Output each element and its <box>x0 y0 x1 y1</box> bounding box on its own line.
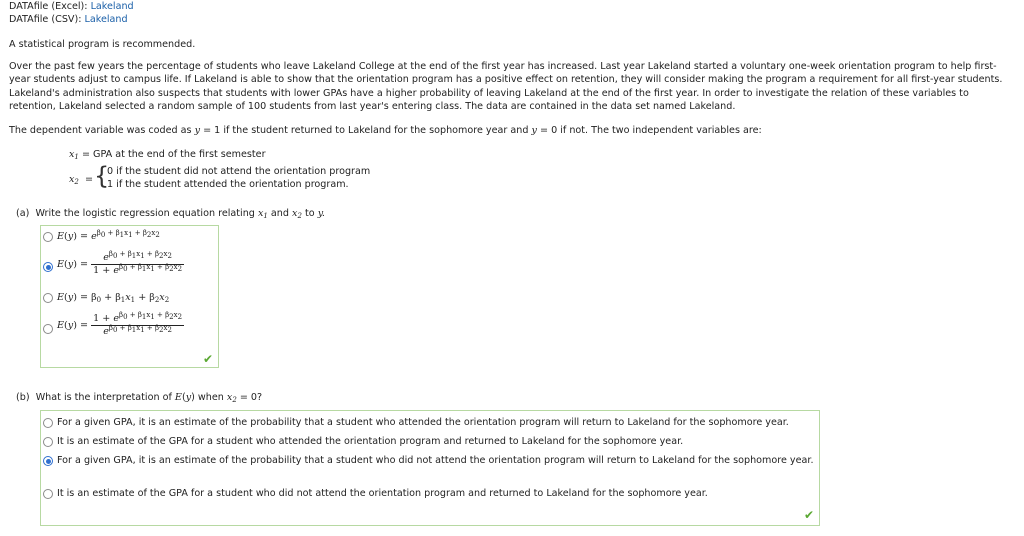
x2-equals: = <box>85 174 94 185</box>
y-var-2: y <box>531 125 537 136</box>
check-icon: ✔ <box>203 352 214 366</box>
part-a-option-2[interactable]: E(y) = $\frac{e^{\beta_0 + \beta_1x_1 + \beta_2x_2}}{1 + e^{\beta_0 + \beta_1x_1 + \beta_2x_2}}$ <box>57 250 183 276</box>
part-a-option-4-radio[interactable] <box>43 324 53 334</box>
part-a-option-2-radio[interactable] <box>43 262 53 272</box>
part-a-option-1[interactable]: $E(y) = e^{\beta_0 + \beta_1x_1 + \beta_2x_2}$ <box>57 229 160 242</box>
x2-case-1: 1 if the student attended the orientation program. <box>107 179 349 190</box>
intro-text: A statistical program is recommended. <box>9 39 196 50</box>
part-b-question-text: What is the interpretation of <box>35 392 172 403</box>
dependent-text-1: The dependent variable was coded as <box>9 125 192 136</box>
part-b-option-1-radio[interactable] <box>43 418 53 428</box>
part-b-label: (b) <box>16 392 30 403</box>
x1-symbol: $x_1$ <box>69 149 79 161</box>
part-b-option-2-radio[interactable] <box>43 437 53 447</box>
part-a-option-4[interactable]: E(y) = $\frac{1 + e^{\beta_0 + \beta_1x_1 + \beta_2x_2}}{e^{\beta_0 + \beta_1x_1 + \beta_2x_2}}$ <box>57 311 183 337</box>
datafile-csv-row <box>9 13 128 26</box>
x2-brace: { <box>94 162 110 190</box>
x1-definition <box>69 148 266 161</box>
dependent-text-3: = 0 if not. The two independent variables are: <box>539 125 762 136</box>
part-b-option-4-radio[interactable] <box>43 489 53 499</box>
datafile-csv-label: DATAfile (CSV): <box>9 14 82 25</box>
check-icon: ✔ <box>804 508 815 522</box>
part-a-y: y. <box>317 208 325 219</box>
part-b-tail: = 0? <box>239 392 263 403</box>
part-b-option-1[interactable]: For a given GPA, it is an estimate of the probability that a student who attended the orientation program will return to Lakeland for the sophomore year. <box>57 417 789 428</box>
dependent-text-2: = 1 if the student returned to Lakeland for the sophomore year and <box>203 125 529 136</box>
part-a-label: (a) <box>16 208 30 219</box>
problem-paragraph: Over the past few years the percentage of students who leave Lakeland College at the end of the first year has increased. Last year Lakeland started a voluntary one-week orientation program to help first-year students adjust to campus life. If Lakeland is able to show that the orientation program has a positive effect on retention, they will consider making the program a requirement for all first-year students. Lakeland's administration also suspects that students with lower GPAs have a higher probability of leaving Lakeland at the end of the first year. In order to investigate the relation of these variables to retention, Lakeland selected a random sample of 100 students from last year's entering class. The data are contained in the data set named Lakeland. <box>9 61 1003 113</box>
datafile-excel-label: DATAfile (Excel): <box>9 1 88 12</box>
part-a-and: and <box>270 208 289 219</box>
part-b-option-2[interactable]: It is an estimate of the GPA for a student who attended the orientation program and returned to Lakeland for the sophomore year. <box>57 436 684 447</box>
part-a-option-3[interactable]: $E(y) = \beta_0 + \beta_1x_1 + \beta_2x_2$ <box>57 292 170 304</box>
part-b-option-3[interactable]: For a given GPA, it is an estimate of the probability that a student who did not attend the orientation program will return to Lakeland for the sophomore year. <box>57 455 814 466</box>
x1-def-text: = GPA at the end of the first semester <box>81 149 266 160</box>
datafile-excel-row <box>9 0 134 13</box>
part-b-option-4[interactable]: It is an estimate of the GPA for a student who did not attend the orientation program and returned to Lakeland for the sophomore year. <box>57 488 708 499</box>
y-var-1: y <box>194 125 201 136</box>
part-a-to: to <box>304 208 315 219</box>
x2-case-0: 0 if the student did not attend the orientation program <box>107 166 371 177</box>
part-a-option-3-radio[interactable] <box>43 293 53 303</box>
part-b-when: when <box>197 392 224 403</box>
x2-symbol: $x_2$ <box>69 174 79 186</box>
datafile-excel-link[interactable]: Lakeland <box>90 1 134 12</box>
part-b-question: (b) What is the interpretation of E(y) when $x_2 = 0$? <box>16 392 263 404</box>
dependent-variable-text <box>9 124 1009 137</box>
datafile-csv-link[interactable]: Lakeland <box>84 14 128 25</box>
part-b-option-3-radio[interactable] <box>43 456 53 466</box>
part-a-option-1-radio[interactable] <box>43 232 53 242</box>
part-a-question: (a) Write the logistic regression equation relating $x_1$ and $x_2$ to y. <box>16 208 325 220</box>
part-a-question-text: Write the logistic regression equation relating <box>35 208 255 219</box>
